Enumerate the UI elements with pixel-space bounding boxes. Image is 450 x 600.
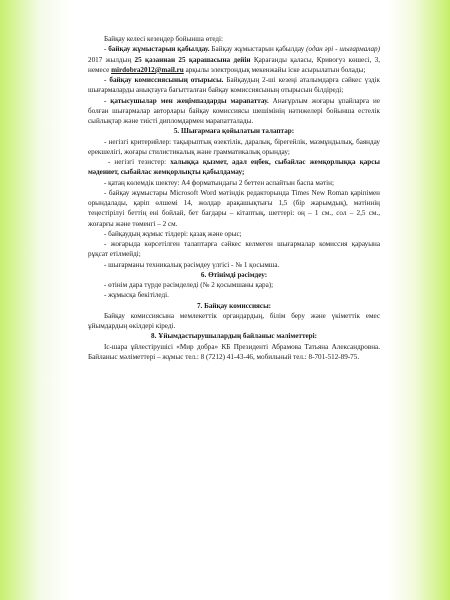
stage-3-paragraph: - қатысушылар мен жеңімпаздарды марапаттау. Анағұрлым жоғары ұпайларға ие болған шығармалар авторлары байқау комиссиясы шешімінің нәтижелері бойынша естелік сыйлықтар және тиісті дипломдармен марапатталады. [88,96,380,125]
stage-1-title: - байқау жұмыстарын қабылдау. [104,45,210,54]
intro-line: Байқау келесі кезеңдер бойынша өтеді: [104,35,224,43]
requirement-volume: - қатаң көлемдік шектеу: А4 форматындағы 2 беттен аспайтын баспа мәтін; [104,178,334,187]
requirement-rejection: - жоғарыда көрсетілген талаптарға сәйкес келмеген шығармалар комиссия қарауына рұқсат етілмейді; [88,240,380,259]
contact-details: Іс-шара ұйлестірушісі «Мир добра» КБ Президенті Абрамова Татьяна Александровна. Байланыс мәліметтері – жұмыс тел.: 8 (7212) 41-43-46, мобильный тел.: 8-701-512-89-75. [88,342,380,361]
requirement-criteria: - негізгі критерийлер: тақырыптық өзектілік, даралық, бірегейлік, мазмұндылық, баяндау ерекшелігі, жоғары стилистикалық және грамматикалық орындау; [88,137,380,156]
requirement-languages: - байқаудың жұмыс тілдері: қазақ және орыс; [104,229,242,238]
section-7-heading: 7. Байқау комиссиясы: [196,301,272,310]
application-individual: - өтінім дара түрде рәсімделеді (№ 2 қосымшаны қара); [104,281,274,289]
start-date: 25 қазаннан [134,55,176,64]
application-attached: - жұмысқа бекітіледі. [104,291,169,300]
requirement-theses: - негізгі тезистер: халыққа қызмет, адал еңбек, сыбайлас жемқорлыққа қарсы мәдениет, сыбайлас жемқорлықты қабылдамау; [88,158,381,177]
section-8-heading: 8. Ұйымдастырушылардың байланыс мәліметтері: [151,332,317,341]
commission-members: Байқау комиссиясына мемлекеттік органдардың, білім беру және үкіметтік емес ұйымдардың өкілдері кіреді. [88,311,380,330]
stage-1-note: (одан әрі - шығармалар) [306,45,380,54]
stage-1-paragraph: - байқау жұмыстарын қабылдау. Байқау жұмыстарын қабылдау (одан әрі - шығармалар) 2017 жылдың 25 қазаннан 25 қарашасына дейін Қарағанды қаласы, Кривогуз көшесі, 3, немесе mirdobra2012@mail.ru арқылы электрондық мекенжайы іске асырылатын болады; [88,45,381,74]
stage-2-title: - байқау комиссиясының отырысы. [104,76,224,84]
end-date: 25 қарашасына дейін [178,55,251,64]
requirement-format: - байқау жұмыстары Microsoft Word мәтіндік редакторында Times New Roman қаріпімен орындалады, қаріп өлшемі 14, жолдар арақашықтығы 1,5 (бір жарымдық), мәтіннің теңестірілуі беттің ені бойлай, бет бағдары – кітаптық, шеттері: оң – 1 см., сол – 2,5 см., жоғарғы және төменгі – 2 см. [88,188,380,228]
stage-2-paragraph: - байқау комиссиясының отырысы. Байқаудың 2-ші кезеңі аталымдарға сәйкес үздік шығармаларды анықтауға бағытталған байқау комиссиясының отырысын білдіреді; [88,76,380,95]
requirement-template: - шығарманы техникалық рәсімдеу үлгісі - № 1 қосымша. [104,260,280,269]
section-5-heading: 5. Шығармаға қойылатын талаптар: [173,127,295,136]
document-page [88,34,380,362]
stage-3-title: - қатысушылар мен жеңімпаздарды марапаттау. [104,96,269,105]
email-link[interactable]: mirdobra2012@mail.ru [111,65,184,74]
section-6-heading: 6. Өтінімді рәсімдеу: [200,270,268,279]
